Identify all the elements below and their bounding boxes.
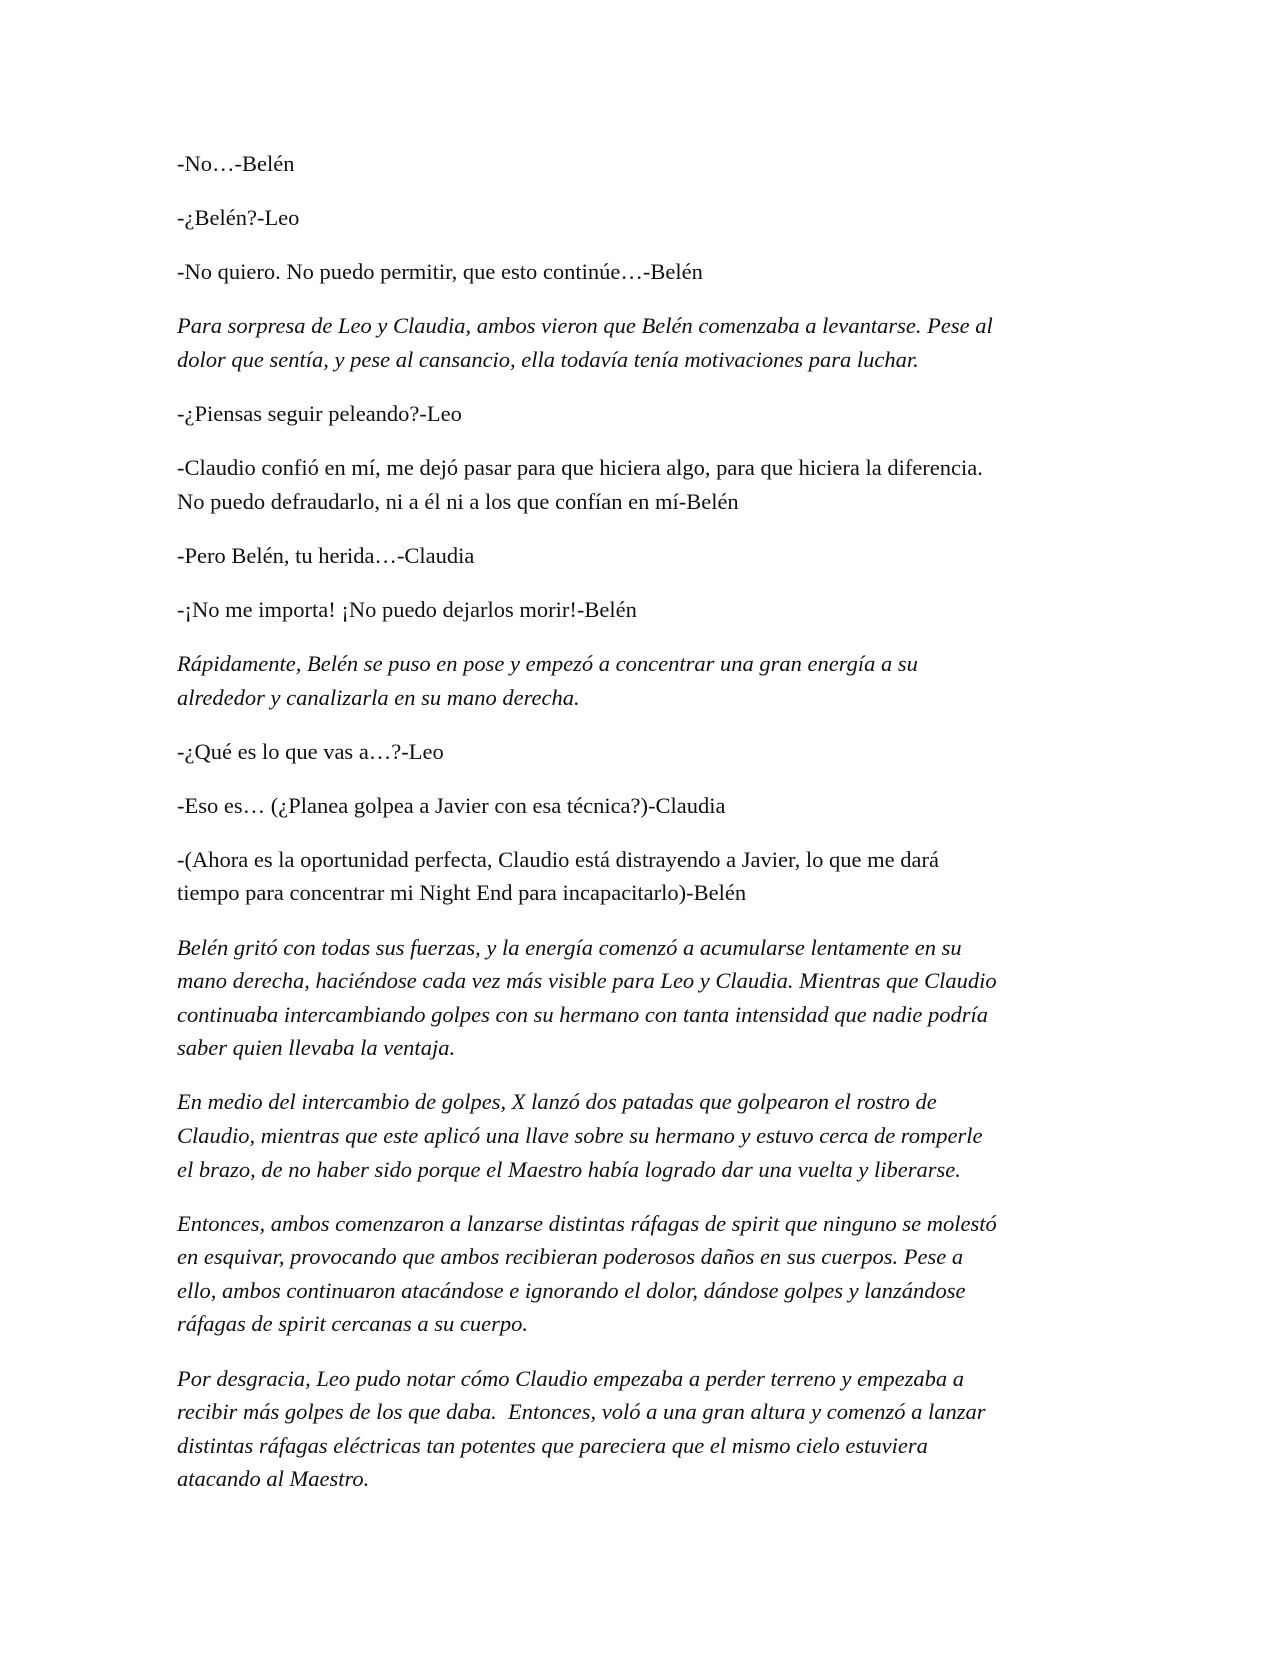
text-line: en esquivar, provocando que ambos recibieran poderosos daños en sus cuerpos. Pese a <box>177 1244 964 1270</box>
text-line: -Eso es… (¿Planea golpea a Javier con esa técnica?)-Claudia <box>177 792 726 818</box>
narration-paragraph <box>177 1085 1117 1186</box>
text-line: -No quiero. No puedo permitir, que esto continúe…-Belén <box>177 259 703 285</box>
text-line: saber quien llevaba la ventaja. <box>177 1035 456 1061</box>
text-line: -Pero Belén, tu herida…-Claudia <box>177 542 475 568</box>
text-line: -Claudio confió en mí, me dejó pasar para que hiciera algo, para que hiciera la diferencia. <box>177 455 983 481</box>
dialogue-paragraph <box>177 735 1117 769</box>
dialogue-paragraph <box>177 147 1117 181</box>
text-line: dolor que sentía, y pese al cansancio, ella todavía tenía motivaciones para luchar. <box>177 346 919 372</box>
narration-paragraph <box>177 931 1117 1065</box>
text-line: Claudio, mientras que este aplicó una llave sobre su hermano y estuvo cerca de romperle <box>177 1122 983 1148</box>
dialogue-paragraph <box>177 789 1117 823</box>
narration-paragraph <box>177 1207 1117 1341</box>
text-line: -No…-Belén <box>177 151 295 176</box>
dialogue-paragraph <box>177 255 1117 289</box>
text-line: alrededor y canalizarla en su mano derecha. <box>177 684 580 710</box>
text-line: En medio del intercambio de golpes, X lanzó dos patadas que golpearon el rostro de <box>177 1089 937 1115</box>
dialogue-paragraph <box>177 201 1117 235</box>
narration-paragraph <box>177 1362 1117 1496</box>
text-line: -¿Piensas seguir peleando?-Leo <box>177 400 462 426</box>
text-line: tiempo para concentrar mi Night End para incapacitarlo)-Belén <box>177 880 747 906</box>
dialogue-paragraph <box>177 843 1117 910</box>
text-line: -¿Belén?-Leo <box>177 205 300 231</box>
narration-paragraph <box>177 309 1117 376</box>
text-line: -¿Qué es lo que vas a…?-Leo <box>177 738 444 764</box>
text-line: Rápidamente, Belén se puso en pose y empezó a concentrar una gran energía a su <box>177 650 918 676</box>
text-line: ráfagas de spirit cercanas a su cuerpo. <box>177 1311 529 1337</box>
text-line: mano derecha, haciéndose cada vez más visible para Leo y Claudia. Mientras que Claudio <box>177 968 997 994</box>
text-line: -¡No me importa! ¡No puedo dejarlos morir!-Belén <box>177 596 637 622</box>
narration-paragraph <box>177 647 1117 714</box>
text-line: atacando al Maestro. <box>177 1466 370 1492</box>
text-line: recibir más golpes de los que daba. Entonces, voló a una gran altura y comenzó a lanzar <box>177 1399 986 1425</box>
text-line: distintas ráfagas eléctricas tan potentes que pareciera que el mismo cielo estuviera <box>177 1432 928 1458</box>
dialogue-paragraph <box>177 593 1117 627</box>
dialogue-paragraph <box>177 539 1117 573</box>
text-line: Entonces, ambos comenzaron a lanzarse distintas ráfagas de spirit que ninguno se molestó <box>177 1210 997 1236</box>
text-line: ello, ambos continuaron atacándose e ignorando el dolor, dándose golpes y lanzándose <box>177 1277 966 1303</box>
text-line: Belén gritó con todas sus fuerzas, y la energía comenzó a acumularse lentamente en su <box>177 934 962 960</box>
dialogue-paragraph <box>177 451 1117 518</box>
dialogue-paragraph <box>177 397 1117 431</box>
text-line: continuaba intercambiando golpes con su hermano con tanta intensidad que nadie podría <box>177 1001 988 1027</box>
text-line: Por desgracia, Leo pudo notar cómo Claudio empezaba a perder terreno y empezaba a <box>177 1365 964 1391</box>
text-line: -(Ahora es la oportunidad perfecta, Claudio está distrayendo a Javier, lo que me dará <box>177 846 939 872</box>
text-line: Para sorpresa de Leo y Claudia, ambos vieron que Belén comenzaba a levantarse. Pese al <box>177 313 993 339</box>
text-line: el brazo, de no haber sido porque el Maestro había logrado dar una vuelta y liberarse. <box>177 1156 961 1182</box>
text-line: No puedo defraudarlo, ni a él ni a los que confían en mí-Belén <box>177 488 739 514</box>
document-page <box>177 147 1117 1516</box>
